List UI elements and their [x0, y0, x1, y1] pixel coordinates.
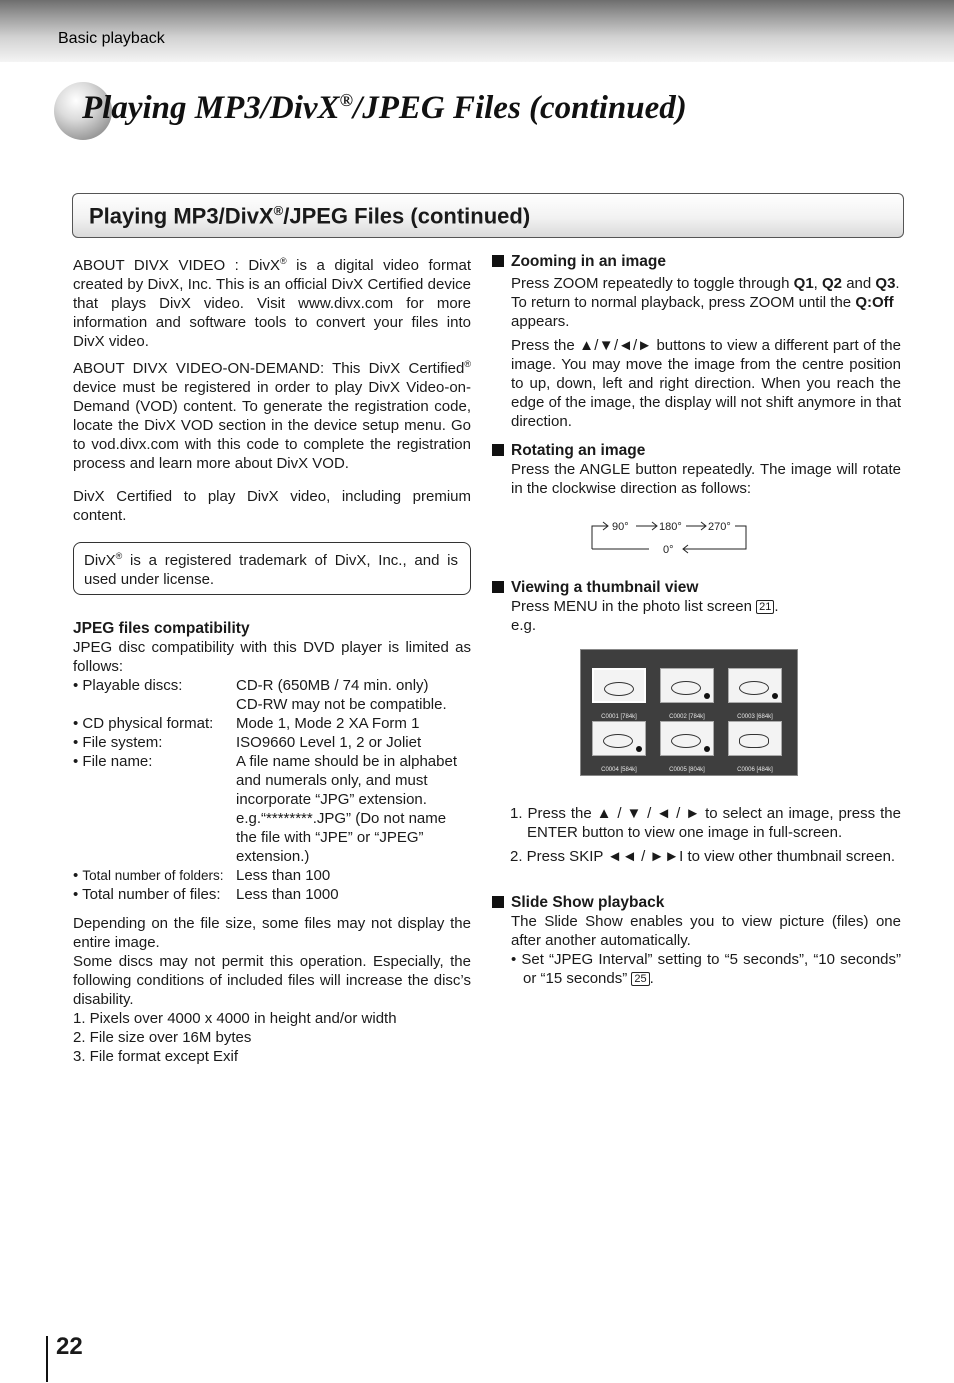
rotate-heading: Rotating an image — [511, 442, 646, 459]
square-bullet-icon — [492, 444, 504, 456]
page-number: 22 — [56, 1333, 83, 1360]
thumbnail: C0006 [484k] — [728, 721, 782, 780]
thumbnail: C0003 [684k] — [728, 668, 782, 727]
square-bullet-icon — [492, 581, 504, 593]
thumbnail: C0005 [804k] — [660, 721, 714, 780]
square-bullet-icon — [492, 896, 504, 908]
section-label: Basic playback — [58, 30, 165, 47]
rotate-text: Press the ANGLE button repeatedly. The image will rotate in the clockwise direction as follows: — [511, 461, 901, 497]
some-discs-note: Some discs may not permit this operation. Especially, the following conditions of included files will increase the disc’s disability. — [73, 953, 471, 1008]
left-column — [73, 252, 471, 1066]
step-item: 1. Press the ▲ / ▼ / ◄ / ► to select an image, press the ENTER button to view one image in full-screen. — [510, 805, 901, 841]
condition-item: 2. File size over 16M bytes — [73, 1029, 252, 1046]
condition-item: 1. Pixels over 4000 x 4000 in height and/or width — [73, 1010, 397, 1027]
rotation-angle-0: 0° — [663, 544, 674, 556]
rotation-angle-270: 270° — [708, 521, 731, 533]
spec-row: • CD physical format: Mode 1, Mode 2 XA Form 1 — [73, 715, 420, 732]
thumbnail-grid — [580, 649, 798, 776]
thumbnail-example — [491, 649, 901, 776]
step-item: 2. Press SKIP ◄◄ / ►►I to view other thumbnail screen. — [510, 848, 896, 865]
rotation-diagram — [491, 506, 901, 556]
thumbnail-row — [592, 668, 782, 727]
thumbnail-steps — [491, 804, 901, 866]
thumbnail-eg: e.g. — [511, 617, 537, 634]
page-number-rule — [46, 1336, 48, 1382]
jpeg-compat-intro: JPEG disc compatibility with this DVD player is limited as follows: — [73, 639, 471, 675]
trademark-note-box: DivX® is a registered trademark of DivX, Inc., and is used under license. — [73, 542, 471, 595]
thumbnail: C0004 [584k] — [592, 721, 646, 780]
square-bullet-icon — [492, 255, 504, 267]
rotate-section — [491, 441, 901, 498]
thumbnail-image — [592, 721, 646, 756]
thumbnail: C0001 [784k] — [592, 668, 646, 727]
zoom-text-2: To return to normal playback, press ZOOM until the Q:Off appears. — [511, 294, 894, 330]
zoom-text-3: Press the ▲/▼/◄/► buttons to view a different part of the image. You may move the image from the centre position to up, down, left and right direction. When you reach the edge of the image, the display will not shift anymore in that direction. — [511, 337, 901, 430]
thumbnail-text: Press MENU in the photo list screen 21 . — [511, 598, 779, 615]
divx-certified-note: DivX Certified to play DivX video, including premium content. — [73, 488, 471, 524]
spec-row-folders: • Total number of folders: Less than 100 — [73, 867, 331, 884]
thumbnail-image — [592, 668, 646, 703]
about-divx-video: ABOUT DIVX VIDEO : DivX® is a digital video format created by DivX, Inc. This is an official DivX Certified device that plays DivX video. Visit www.divx.com for more information and software tools to convert your files into DivX video. — [73, 256, 471, 350]
thumbnail-image — [728, 721, 782, 756]
thumbnail-heading: Viewing a thumbnail view — [511, 579, 699, 596]
rotation-arrows — [491, 506, 901, 556]
page-title: Playing MP3/DivX®/JPEG Files (continued) — [82, 90, 687, 126]
subheading-title: Playing MP3/DivX®/JPEG Files (continued) — [89, 203, 531, 229]
thumbnail-image — [660, 721, 714, 756]
spec-row: • Playable discs: CD-R (650MB / 74 min. only) — [73, 677, 429, 694]
subheading-box — [72, 193, 904, 238]
spec-row: CD-RW may not be compatible. — [236, 696, 447, 713]
slideshow-heading: Slide Show playback — [511, 894, 665, 911]
zoom-text-1: Press ZOOM repeatedly to toggle through Q1, Q2 and Q3. — [511, 275, 900, 292]
rotation-angle-90: 90° — [612, 521, 629, 533]
rotation-angle-180: 180° — [659, 521, 682, 533]
slideshow-bullet: • Set “JPEG Interval” setting to “5 seconds”, “10 seconds” or “15 seconds” 25 . — [511, 951, 901, 987]
zoom-heading: Zooming in an image — [511, 253, 667, 270]
thumbnail-section — [491, 578, 901, 635]
slideshow-section — [491, 893, 901, 950]
zoom-section — [491, 252, 901, 431]
page-ref-21: 21 — [756, 600, 774, 614]
spec-row: • File system: ISO9660 Level 1, 2 or Joliet — [73, 734, 422, 751]
about-divx-vod: ABOUT DIVX VIDEO-ON-DEMAND: This DivX Certified® device must be registered in order to play DivX Video-on-Demand (VOD) content. To generate the registration code, locate the DivX VOD section in the device setup menu. Go to vod.divx.com with this code to complete the registration process and learn more about DivX VOD. — [73, 359, 471, 472]
slideshow-text: The Slide Show enables you to view picture (files) one after another automatically. — [511, 913, 901, 949]
thumbnail-row — [592, 721, 782, 780]
thumbnail-image — [660, 668, 714, 703]
right-column — [491, 252, 901, 988]
condition-item: 3. File format except Exif — [73, 1048, 239, 1065]
thumbnail: C0002 [784k] — [660, 668, 714, 727]
thumbnail-image — [728, 668, 782, 703]
spec-row: • File name: A file name should be in alphabet and numerals only, and must incorporate “JPG” extension. e.g.“********.JPG” (Do not name the file with “JPE” or “JPEG” extension.) — [73, 753, 457, 865]
spec-row-files: • Total number of files: Less than 1000 — [73, 886, 339, 903]
jpeg-compat-heading: JPEG files compatibility — [73, 620, 250, 637]
depending-note: Depending on the file size, some files may not display the entire image. — [73, 915, 471, 951]
page-ref-25: 25 — [631, 972, 649, 986]
